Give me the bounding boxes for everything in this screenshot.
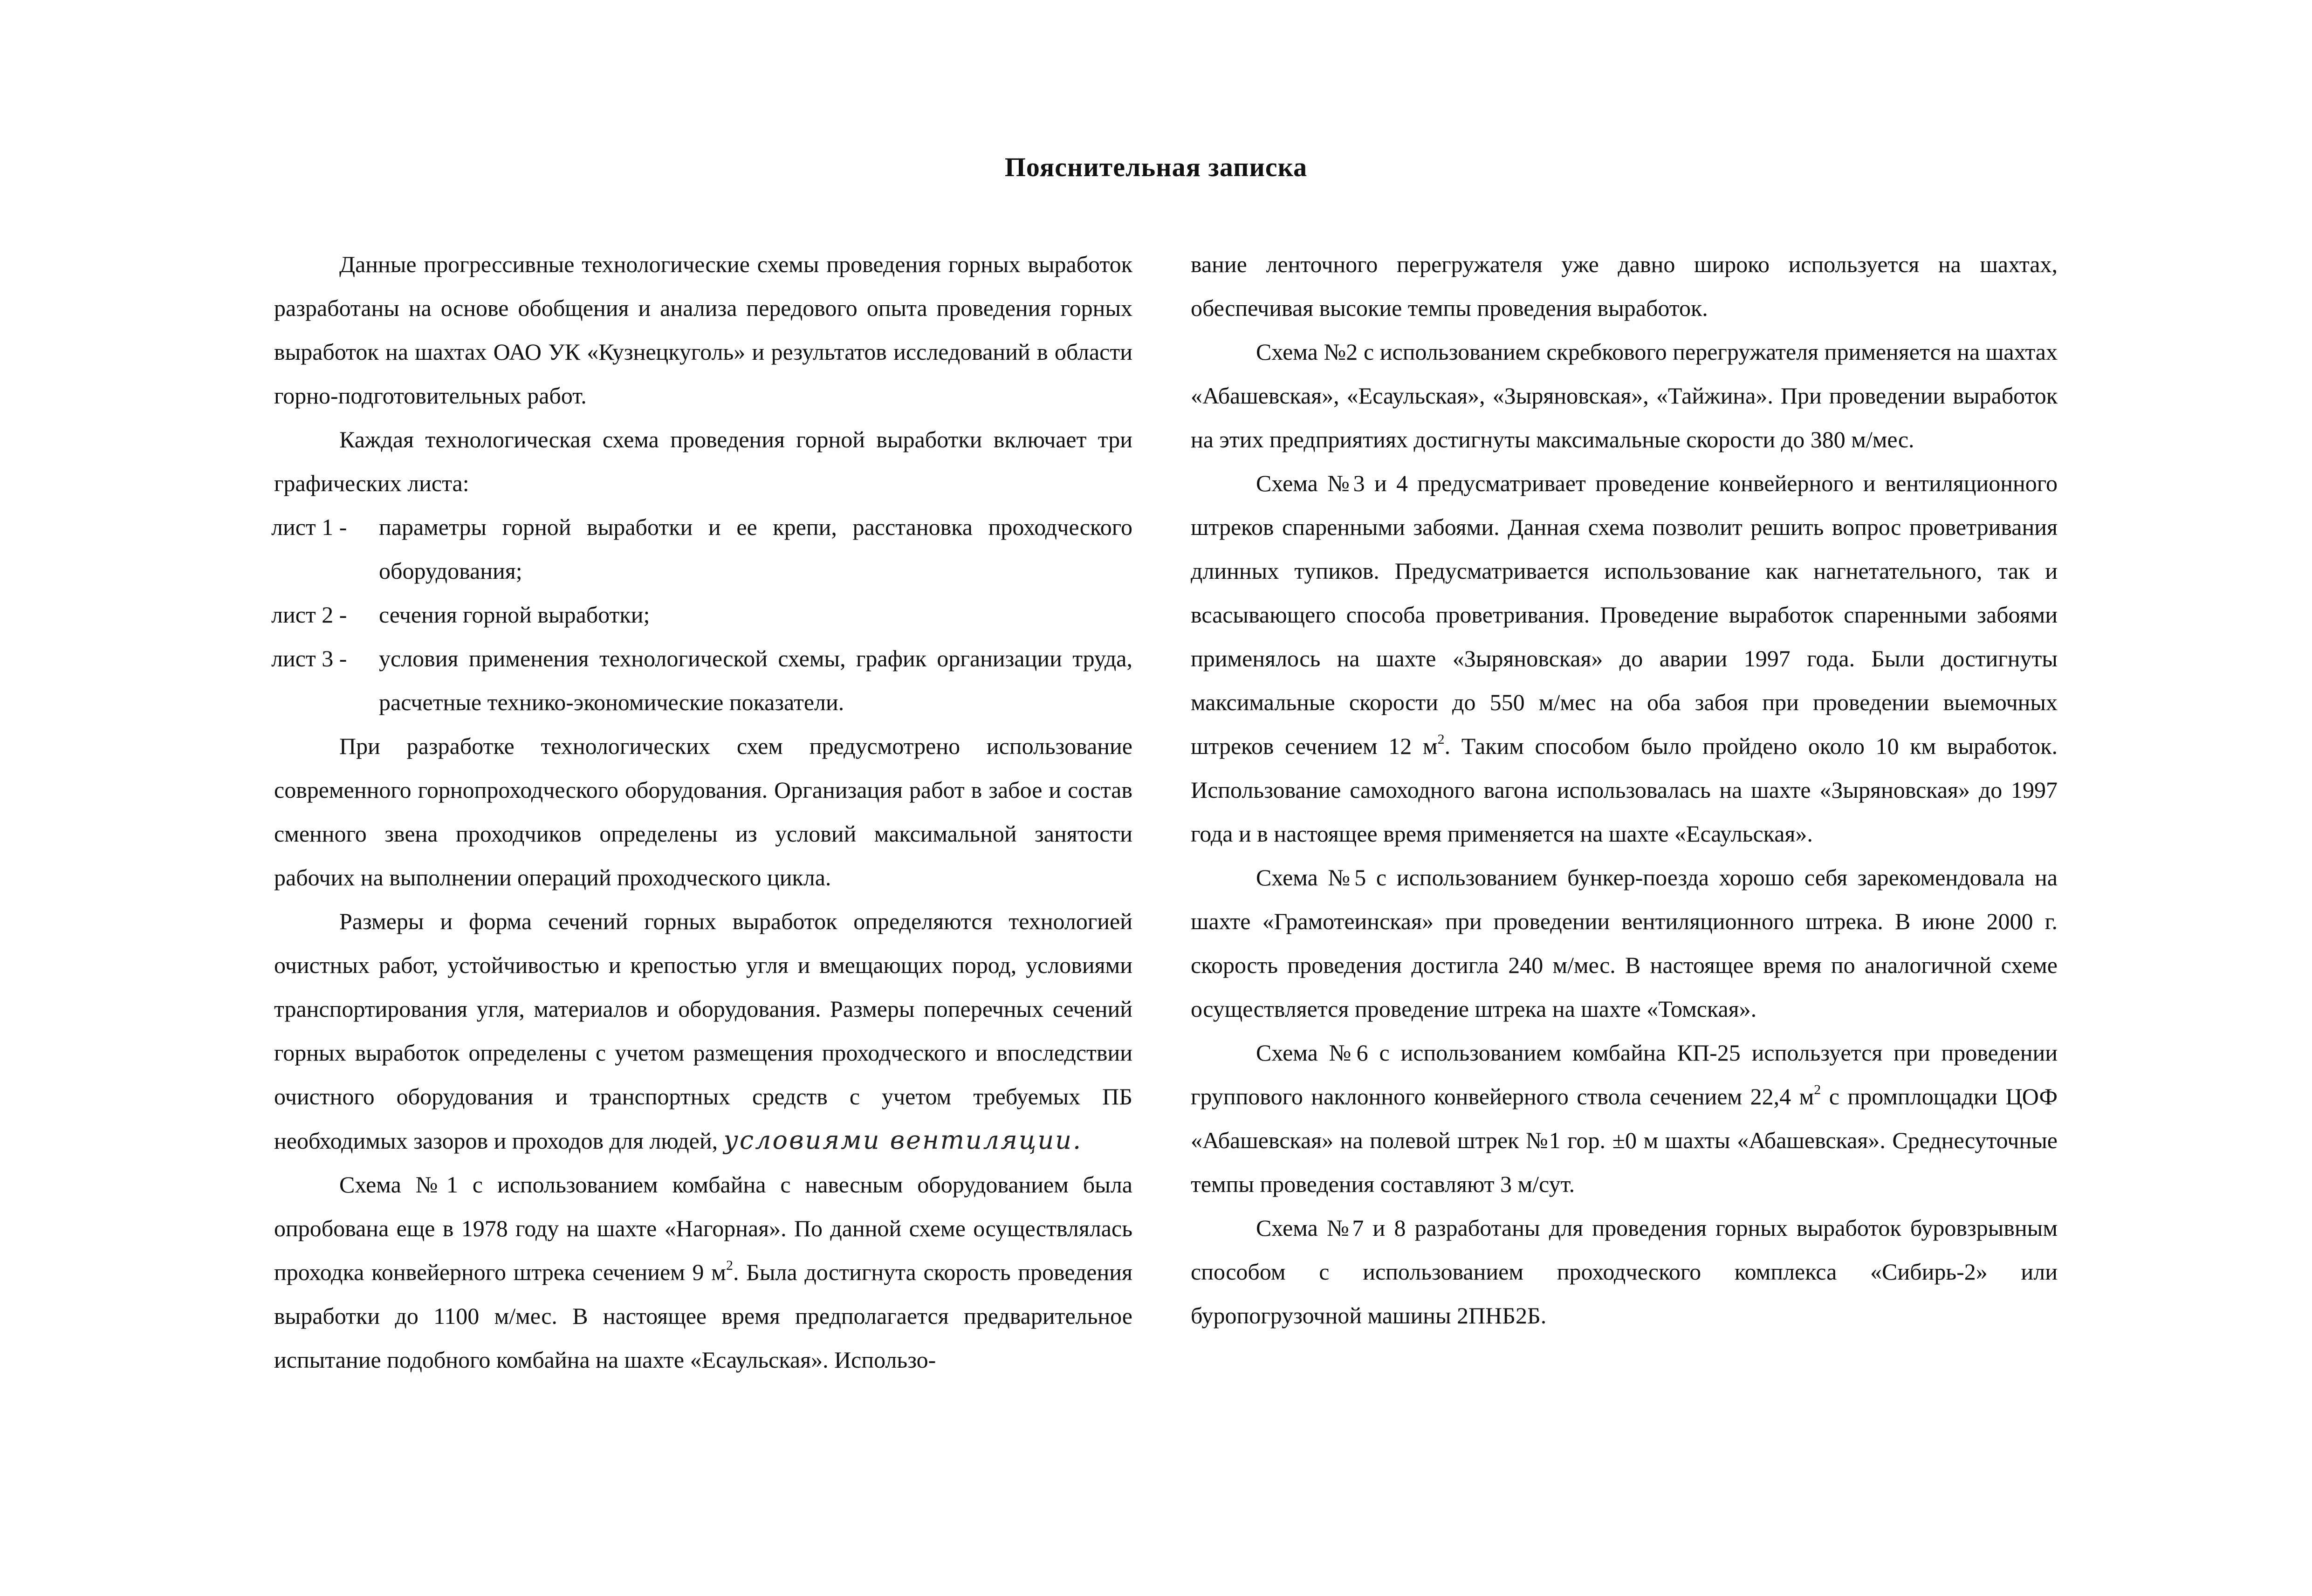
- superscript: 2: [1437, 732, 1445, 747]
- sheet-text: условия применения технологической схемы, график организации труда, расчетные технико-экономические показатели.: [379, 645, 1132, 715]
- paragraph-scheme-5: Схема №5 с использованием бункер-поезда хорошо себя зарекомендовала на шахте «Грамотеинская» при проведении вентиляционного штрека. В июне 2000 г. скорость проведения достигла 240 м/мес. В настоящее время по аналогичной схеме осуществляется проведение штрека на шахте «Томская».: [1191, 864, 2058, 1022]
- superscript: 2: [1814, 1082, 1821, 1097]
- paragraph-scheme-2: Схема №2 с использованием скребкового перегружателя применяется на шахтах «Абашевская», «Есаульская», «Зыряновская», «Тайжина». При проведении выработок на этих предприятиях достигнуты максимальные скорости до 380 м/мес.: [1191, 339, 2058, 452]
- sheet-item-1: [271, 505, 1132, 593]
- paragraph-scheme-1: [274, 1163, 1132, 1382]
- paragraph-continued: вание ленточного перегружателя уже давно широко используется на шахтах, обеспечивая высокие темпы проведения выработок.: [1191, 251, 2058, 321]
- sheet-text: параметры горной выработки и ее крепи, расстановка проходческого оборудования;: [379, 514, 1132, 584]
- sheet-text: сечения горной выработки;: [379, 602, 650, 628]
- paragraph-equipment: При разработке технологических схем предусмотрено использование современного горнопроходческого оборудования. Организация работ в забое и состав сменного звена проходчиков определены из условий максимальной занятости рабочих на выполнении операций проходческого цикла.: [274, 733, 1132, 890]
- scheme-6-text-b: с промплощадки ЦОФ «Абашевская» на полевой штрек №1 гор. ±0 м шахты «Абашевская». Среднесуточные темпы проведения составляют 3 м/сут.: [1191, 1083, 2058, 1197]
- sheet-label: лист 1 -: [271, 514, 347, 540]
- page-title: Пояснительная записка: [1004, 152, 1308, 182]
- right-column: [1191, 242, 2058, 1337]
- scheme-3-text-a: Схема №3 и 4 предусматривает проведение конвейерного и вентиляционного штреков спаренными забоями. Данная схема позволит решить вопрос проветривания длинных тупиков. Предусматривается использование как нагнетательного, так и всасывающего способа проветривания. Проведение выработок спаренными забоями применялось на шахте «Зыряновская» до аварии 1997 года. Были достигнуты максимальные скорости до 550 м/мес на оба забоя при проведении выемочных штреков сечением 12 м: [1191, 470, 2058, 759]
- superscript: 2: [726, 1258, 733, 1273]
- paragraph-intro: Данные прогрессивные технологические схемы проведения горных выработок разработаны на основе обобщения и анализа передового опыта проведения горных выработок на шахтах ОАО УК «Кузнецкуголь» и результатов исследований в области горно-подготовительных работ.: [274, 251, 1132, 409]
- sheet-item-3: [271, 637, 1132, 724]
- sheet-label: лист 3 -: [271, 645, 347, 671]
- paragraph-sections-text: Размеры и форма сечений горных выработок определяются технологией очистных работ, устойчивостью и крепостью угля и вмещающих пород, условиями транспортирования угля, материалов и оборудования. Размеры поперечных сечений горных выработок определены с учетом размещения проходческого и впоследствии очистного оборудования и транспортных средств с учетом требуемых ПБ необходимых зазоров и проходов для людей,: [274, 908, 1132, 1154]
- scheme-6-text-a: Схема №6 с использованием комбайна КП-25 используется при проведении группового наклонного конвейерного ствола сечением 22,4 м: [1191, 1040, 2058, 1110]
- paragraph-scheme-7-8: Схема №7 и 8 разработаны для проведения горных выработок буровзрывным способом с использованием проходческого комплекса «Сибирь-2» или буропогрузочной машины 2ПНБ2Б.: [1191, 1215, 2058, 1329]
- scheme-1-text-b: . Была достигнута скорость проведения выработки до 1100 м/мес. В настоящее время предполагается предварительное испытание подобного комбайна на шахте «Есаульская». Использо-: [274, 1259, 1132, 1373]
- scheme-1-text-a: Схема №1 с использованием комбайна с навесным оборудованием была опробована еще в 1978 году на шахте «Нагорная». По данной схеме осуществлялась проходка конвейерного штрека сечением 9 м: [274, 1171, 1132, 1285]
- paragraph-scheme-6: [1191, 1031, 2058, 1206]
- scheme-3-text-b: . Таким способом было пройдено около 10 км выработок. Использование самоходного вагона использовалась на шахте «Зыряновская» до 1997 года и в настоящее время применяется на шахте «Есаульская».: [1191, 733, 2058, 847]
- sheet-item-2: [271, 593, 1132, 637]
- left-column: [271, 242, 1132, 1382]
- handwritten-insert: условиями вентиляции.: [723, 1125, 1083, 1155]
- paragraph-sheets-intro: Каждая технологическая схема проведения горной выработки включает три графических листа:: [274, 426, 1132, 496]
- paragraph-scheme-3-4: [1191, 461, 2058, 856]
- sheet-label: лист 2 -: [271, 602, 347, 628]
- paragraph-sections: [274, 899, 1132, 1163]
